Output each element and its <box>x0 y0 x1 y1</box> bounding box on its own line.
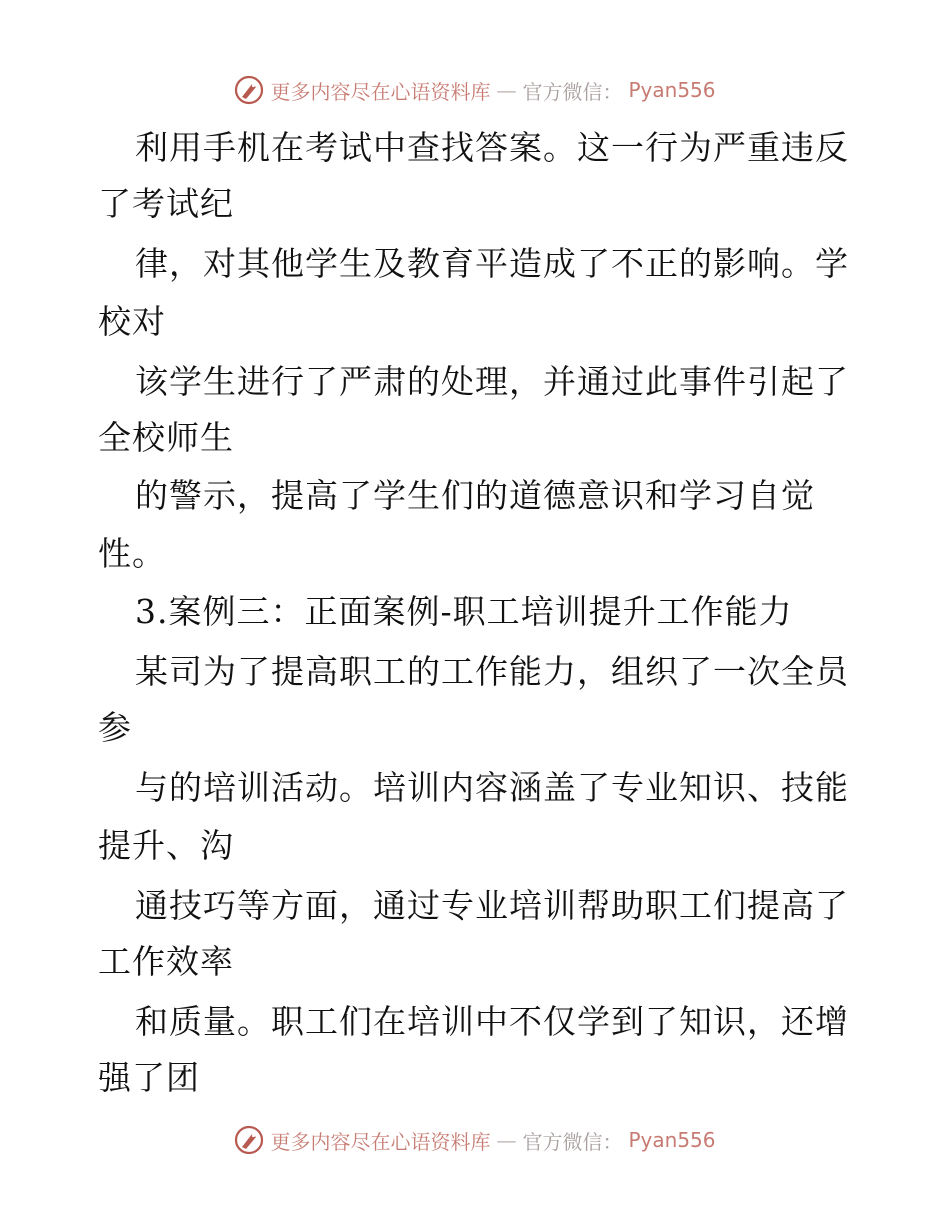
banner-dash: — <box>496 78 517 102</box>
text-line-13: 提升、沟 <box>98 826 234 865</box>
section-heading: 3.案例三：正面案例-职工培训提升工作能力 <box>135 592 793 631</box>
text-line-17: 强了团 <box>98 1058 200 1097</box>
header-banner-content <box>234 75 715 105</box>
header-banner <box>0 72 950 108</box>
banner-wechat-label: 官方微信： <box>522 79 623 104</box>
text-line-4: 校对 <box>98 302 166 341</box>
banner-wechat-id: Pyan556 <box>628 78 716 102</box>
text-line-7: 的警示，提高了学生们的道德意识和学习自觉 <box>135 476 815 515</box>
text-line-16: 和质量。职工们在培训中不仅学到了知识，还增 <box>135 1002 849 1041</box>
banner-brand-text: 更多内容尽在心语资料库 <box>270 1129 491 1154</box>
text-line-8: 性。 <box>98 534 166 573</box>
text-line-5: 该学生进行了严肃的处理，并通过此事件引起了 <box>135 362 849 401</box>
text-line-1: 利用手机在考试中查找答案。这一行为严重违反 <box>135 128 849 167</box>
text-line-6: 全校师生 <box>98 418 234 457</box>
banner-brand-text: 更多内容尽在心语资料库 <box>270 79 491 104</box>
banner-wechat-label: 官方微信： <box>522 1129 623 1154</box>
banner-dash: — <box>496 1128 517 1152</box>
pen-nib-logo-icon <box>234 75 264 105</box>
footer-banner-content <box>234 1125 715 1155</box>
text-line-3: 律，对其他学生及教育平造成了不正的影响。学 <box>135 244 849 283</box>
pen-nib-logo-icon <box>234 1125 264 1155</box>
text-line-10: 某司为了提高职工的工作能力，组织了一次全员 <box>135 652 849 691</box>
text-line-11: 参 <box>98 708 132 747</box>
text-line-14: 通技巧等方面，通过专业培训帮助职工们提高了 <box>135 886 849 925</box>
footer-banner <box>0 1122 950 1158</box>
text-line-12: 与的培训活动。培训内容涵盖了专业知识、技能 <box>135 768 849 807</box>
text-line-15: 工作效率 <box>98 942 234 981</box>
text-line-2: 了考试纪 <box>98 184 234 223</box>
banner-wechat-id: Pyan556 <box>628 1128 716 1152</box>
